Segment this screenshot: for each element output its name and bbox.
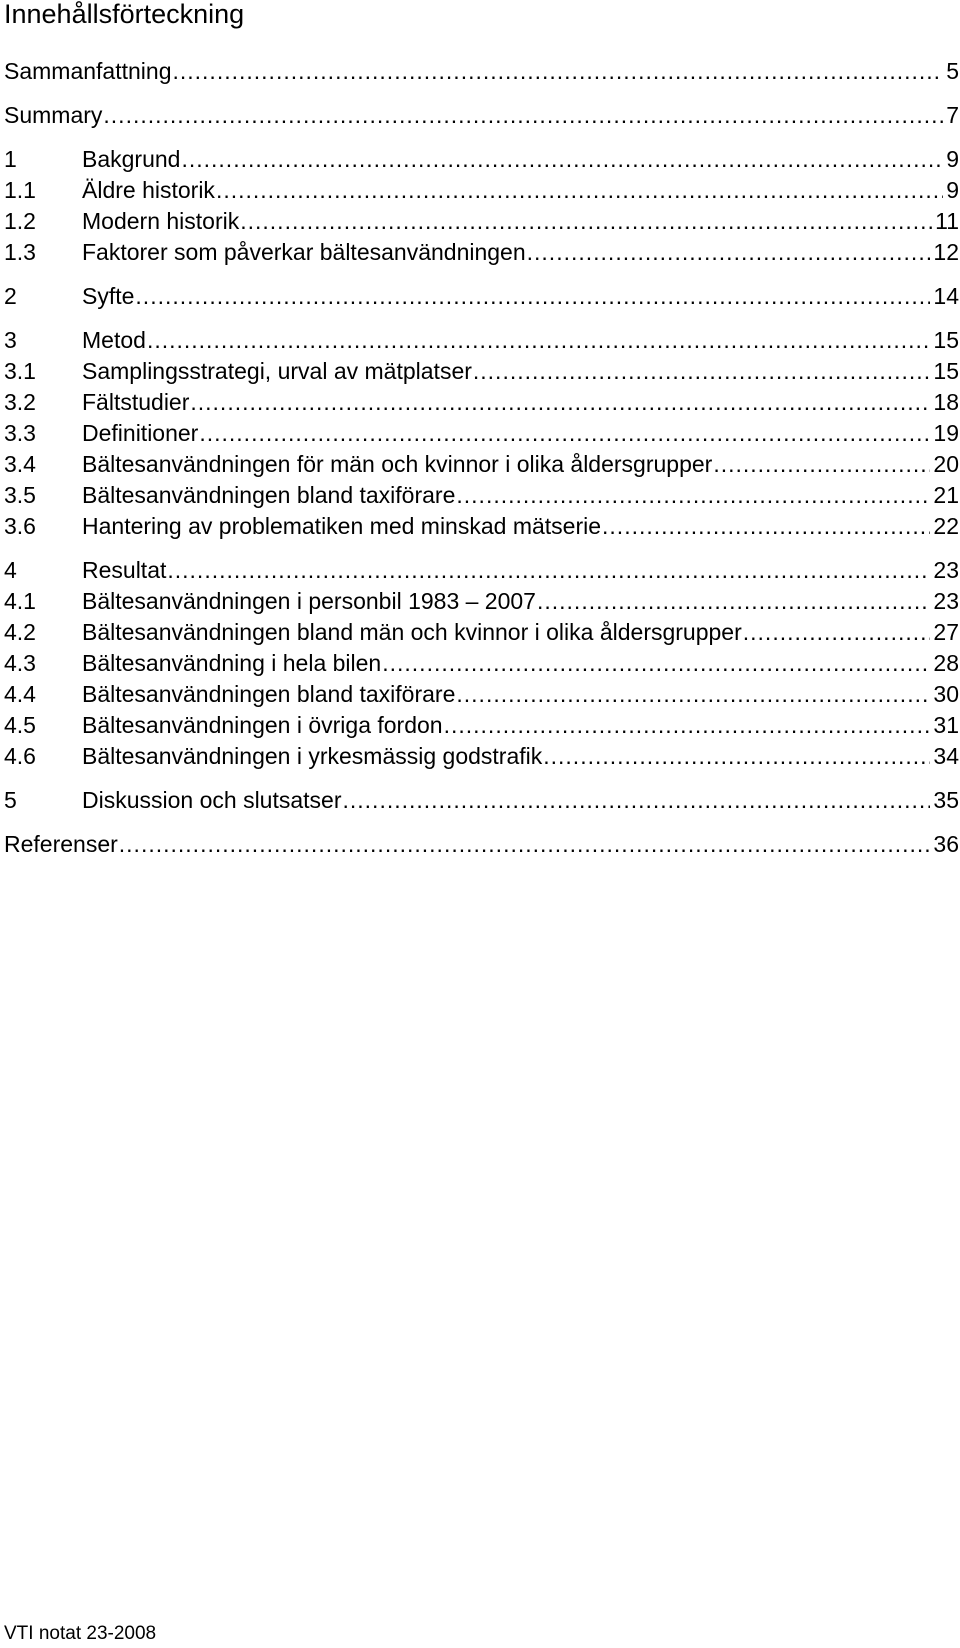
toc-entry-number: 3.5 bbox=[4, 482, 36, 508]
toc-dot-leader bbox=[382, 647, 930, 679]
toc-dot-leader bbox=[167, 554, 930, 586]
toc-entry-page: 5 bbox=[946, 58, 959, 84]
toc-entry[interactable] bbox=[4, 143, 959, 175]
page-footer: VTI notat 23-2008 bbox=[4, 1623, 157, 1644]
toc-entry-page: 7 bbox=[946, 102, 959, 128]
toc-dot-leader bbox=[119, 828, 931, 860]
toc-entry[interactable] bbox=[4, 355, 959, 387]
toc-entry-number: 4 bbox=[4, 557, 17, 583]
toc-dot-leader bbox=[240, 205, 932, 237]
toc-entry-number: 1.3 bbox=[4, 239, 36, 265]
toc-entry[interactable] bbox=[4, 479, 959, 511]
toc-entry-label: Samplingsstrategi, urval av mätplatser bbox=[82, 358, 472, 384]
toc-entry[interactable] bbox=[4, 324, 959, 356]
toc-entry-page: 23 bbox=[933, 588, 959, 614]
toc-entry-number: 4.3 bbox=[4, 650, 36, 676]
toc-dot-leader bbox=[199, 417, 930, 449]
toc-entry-label: Äldre historik bbox=[82, 177, 215, 203]
toc-entry-number: 1 bbox=[4, 146, 17, 172]
toc-entry-number: 5 bbox=[4, 787, 17, 813]
toc-entry-number: 4.1 bbox=[4, 588, 36, 614]
toc-entry-page: 15 bbox=[933, 358, 959, 384]
toc-dot-leader bbox=[473, 355, 931, 387]
toc-entry-label: Modern historik bbox=[82, 208, 240, 234]
toc-dot-leader bbox=[147, 324, 930, 356]
toc-dot-leader bbox=[527, 236, 931, 268]
toc-dot-leader bbox=[602, 510, 930, 542]
toc-entry-label: Referenser bbox=[4, 831, 118, 857]
toc-entry[interactable] bbox=[4, 510, 959, 542]
toc-dot-leader bbox=[103, 99, 943, 131]
toc-entry-label: Diskussion och slutsatser bbox=[82, 787, 342, 813]
toc-entry-page: 35 bbox=[933, 787, 959, 813]
toc-entry[interactable] bbox=[4, 448, 959, 480]
toc-entry[interactable] bbox=[4, 647, 959, 679]
toc-dot-leader bbox=[456, 678, 930, 710]
toc-dot-leader bbox=[713, 448, 930, 480]
toc-entry-label: Hantering av problematiken med minskad mätserie bbox=[82, 513, 602, 539]
toc-entry[interactable] bbox=[4, 174, 959, 206]
toc-entry[interactable] bbox=[4, 55, 959, 87]
toc-entry[interactable] bbox=[4, 709, 959, 741]
toc-entry-page: 15 bbox=[933, 327, 959, 353]
toc-entry-label: Bältesanvändningen för män och kvinnor i olika åldersgrupper bbox=[82, 451, 713, 477]
toc-entry[interactable] bbox=[4, 740, 959, 772]
toc-dot-leader bbox=[172, 55, 943, 87]
toc-entry-number: 2 bbox=[4, 283, 17, 309]
toc-dot-leader bbox=[543, 740, 930, 772]
toc-entry-page: 12 bbox=[933, 239, 959, 265]
toc-entry-number: 3.3 bbox=[4, 420, 36, 446]
toc-entry-page: 21 bbox=[933, 482, 959, 508]
toc-entry-label: Resultat bbox=[82, 557, 167, 583]
toc-entry-page: 23 bbox=[933, 557, 959, 583]
toc-entry-label: Fältstudier bbox=[82, 389, 190, 415]
toc-entry-number: 4.6 bbox=[4, 743, 36, 769]
toc-dot-leader bbox=[444, 709, 931, 741]
toc-entry-page: 36 bbox=[933, 831, 959, 857]
toc-title: Innehållsförteckning bbox=[4, 0, 245, 29]
toc-entry-page: 18 bbox=[933, 389, 959, 415]
toc-entry-number: 3.6 bbox=[4, 513, 36, 539]
toc-entry-page: 20 bbox=[933, 451, 959, 477]
toc-entry-label: Metod bbox=[82, 327, 146, 353]
toc-entry-page: 9 bbox=[946, 146, 959, 172]
toc-entry-label: Faktorer som påverkar bältesanvändningen bbox=[82, 239, 526, 265]
toc-dot-leader bbox=[181, 143, 943, 175]
toc-entry[interactable] bbox=[4, 417, 959, 449]
toc-entry-page: 34 bbox=[933, 743, 959, 769]
toc-entry-label: Sammanfattning bbox=[4, 58, 172, 84]
toc-entry[interactable] bbox=[4, 386, 959, 418]
toc-entry-number: 1.2 bbox=[4, 208, 36, 234]
toc-entry-number: 4.5 bbox=[4, 712, 36, 738]
toc-entry[interactable] bbox=[4, 616, 959, 648]
toc-entry[interactable] bbox=[4, 828, 959, 860]
toc-entry-label: Bältesanvändningen i personbil 1983 – 2007 bbox=[82, 588, 536, 614]
toc-entry-number: 3.1 bbox=[4, 358, 36, 384]
toc-entry[interactable] bbox=[4, 678, 959, 710]
toc-entry-label: Bakgrund bbox=[82, 146, 181, 172]
toc-dot-leader bbox=[190, 386, 930, 418]
toc-entry-number: 3.2 bbox=[4, 389, 36, 415]
toc-entry[interactable] bbox=[4, 585, 959, 617]
toc-entry[interactable] bbox=[4, 554, 959, 586]
toc-dot-leader bbox=[743, 616, 931, 648]
toc-entry-page: 19 bbox=[933, 420, 959, 446]
toc-dot-leader bbox=[537, 585, 930, 617]
toc-dot-leader bbox=[216, 174, 943, 206]
toc-entry[interactable] bbox=[4, 236, 959, 268]
toc-dot-leader bbox=[456, 479, 930, 511]
toc-entry-number: 4.4 bbox=[4, 681, 36, 707]
toc-entry[interactable] bbox=[4, 99, 959, 131]
toc-entry-label: Bältesanvändningen bland män och kvinnor i olika åldersgrupper bbox=[82, 619, 742, 645]
toc-entry-label: Syfte bbox=[82, 283, 135, 309]
toc-entry-number: 4.2 bbox=[4, 619, 36, 645]
toc-entry-label: Bältesanvändningen bland taxiförare bbox=[82, 681, 456, 707]
toc-entry-label: Summary bbox=[4, 102, 103, 128]
toc-entry-page: 31 bbox=[933, 712, 959, 738]
toc-entry-page: 27 bbox=[933, 619, 959, 645]
toc-dot-leader bbox=[343, 784, 931, 816]
toc-entry-label: Bältesanvändningen i övriga fordon bbox=[82, 712, 443, 738]
toc-entry-number: 3.4 bbox=[4, 451, 36, 477]
toc-entry-page: 22 bbox=[933, 513, 959, 539]
toc-entry-page: 30 bbox=[933, 681, 959, 707]
toc-entry-page: 14 bbox=[933, 283, 959, 309]
toc-entry-page: 28 bbox=[933, 650, 959, 676]
toc-entry[interactable] bbox=[4, 280, 959, 312]
toc-entry-label: Bältesanvändningen bland taxiförare bbox=[82, 482, 456, 508]
toc-entry-page: 11 bbox=[935, 208, 959, 234]
toc-entry-number: 3 bbox=[4, 327, 17, 353]
toc-entry-number: 1.1 bbox=[4, 177, 36, 203]
toc-dot-leader bbox=[135, 280, 930, 312]
toc-entry[interactable] bbox=[4, 205, 959, 237]
toc-entry-page: 9 bbox=[946, 177, 959, 203]
toc-entry-label: Bältesanvändning i hela bilen bbox=[82, 650, 382, 676]
toc-entry-label: Bältesanvändningen i yrkesmässig godstrafik bbox=[82, 743, 543, 769]
toc-entry-label: Definitioner bbox=[82, 420, 199, 446]
toc-entry[interactable] bbox=[4, 784, 959, 816]
